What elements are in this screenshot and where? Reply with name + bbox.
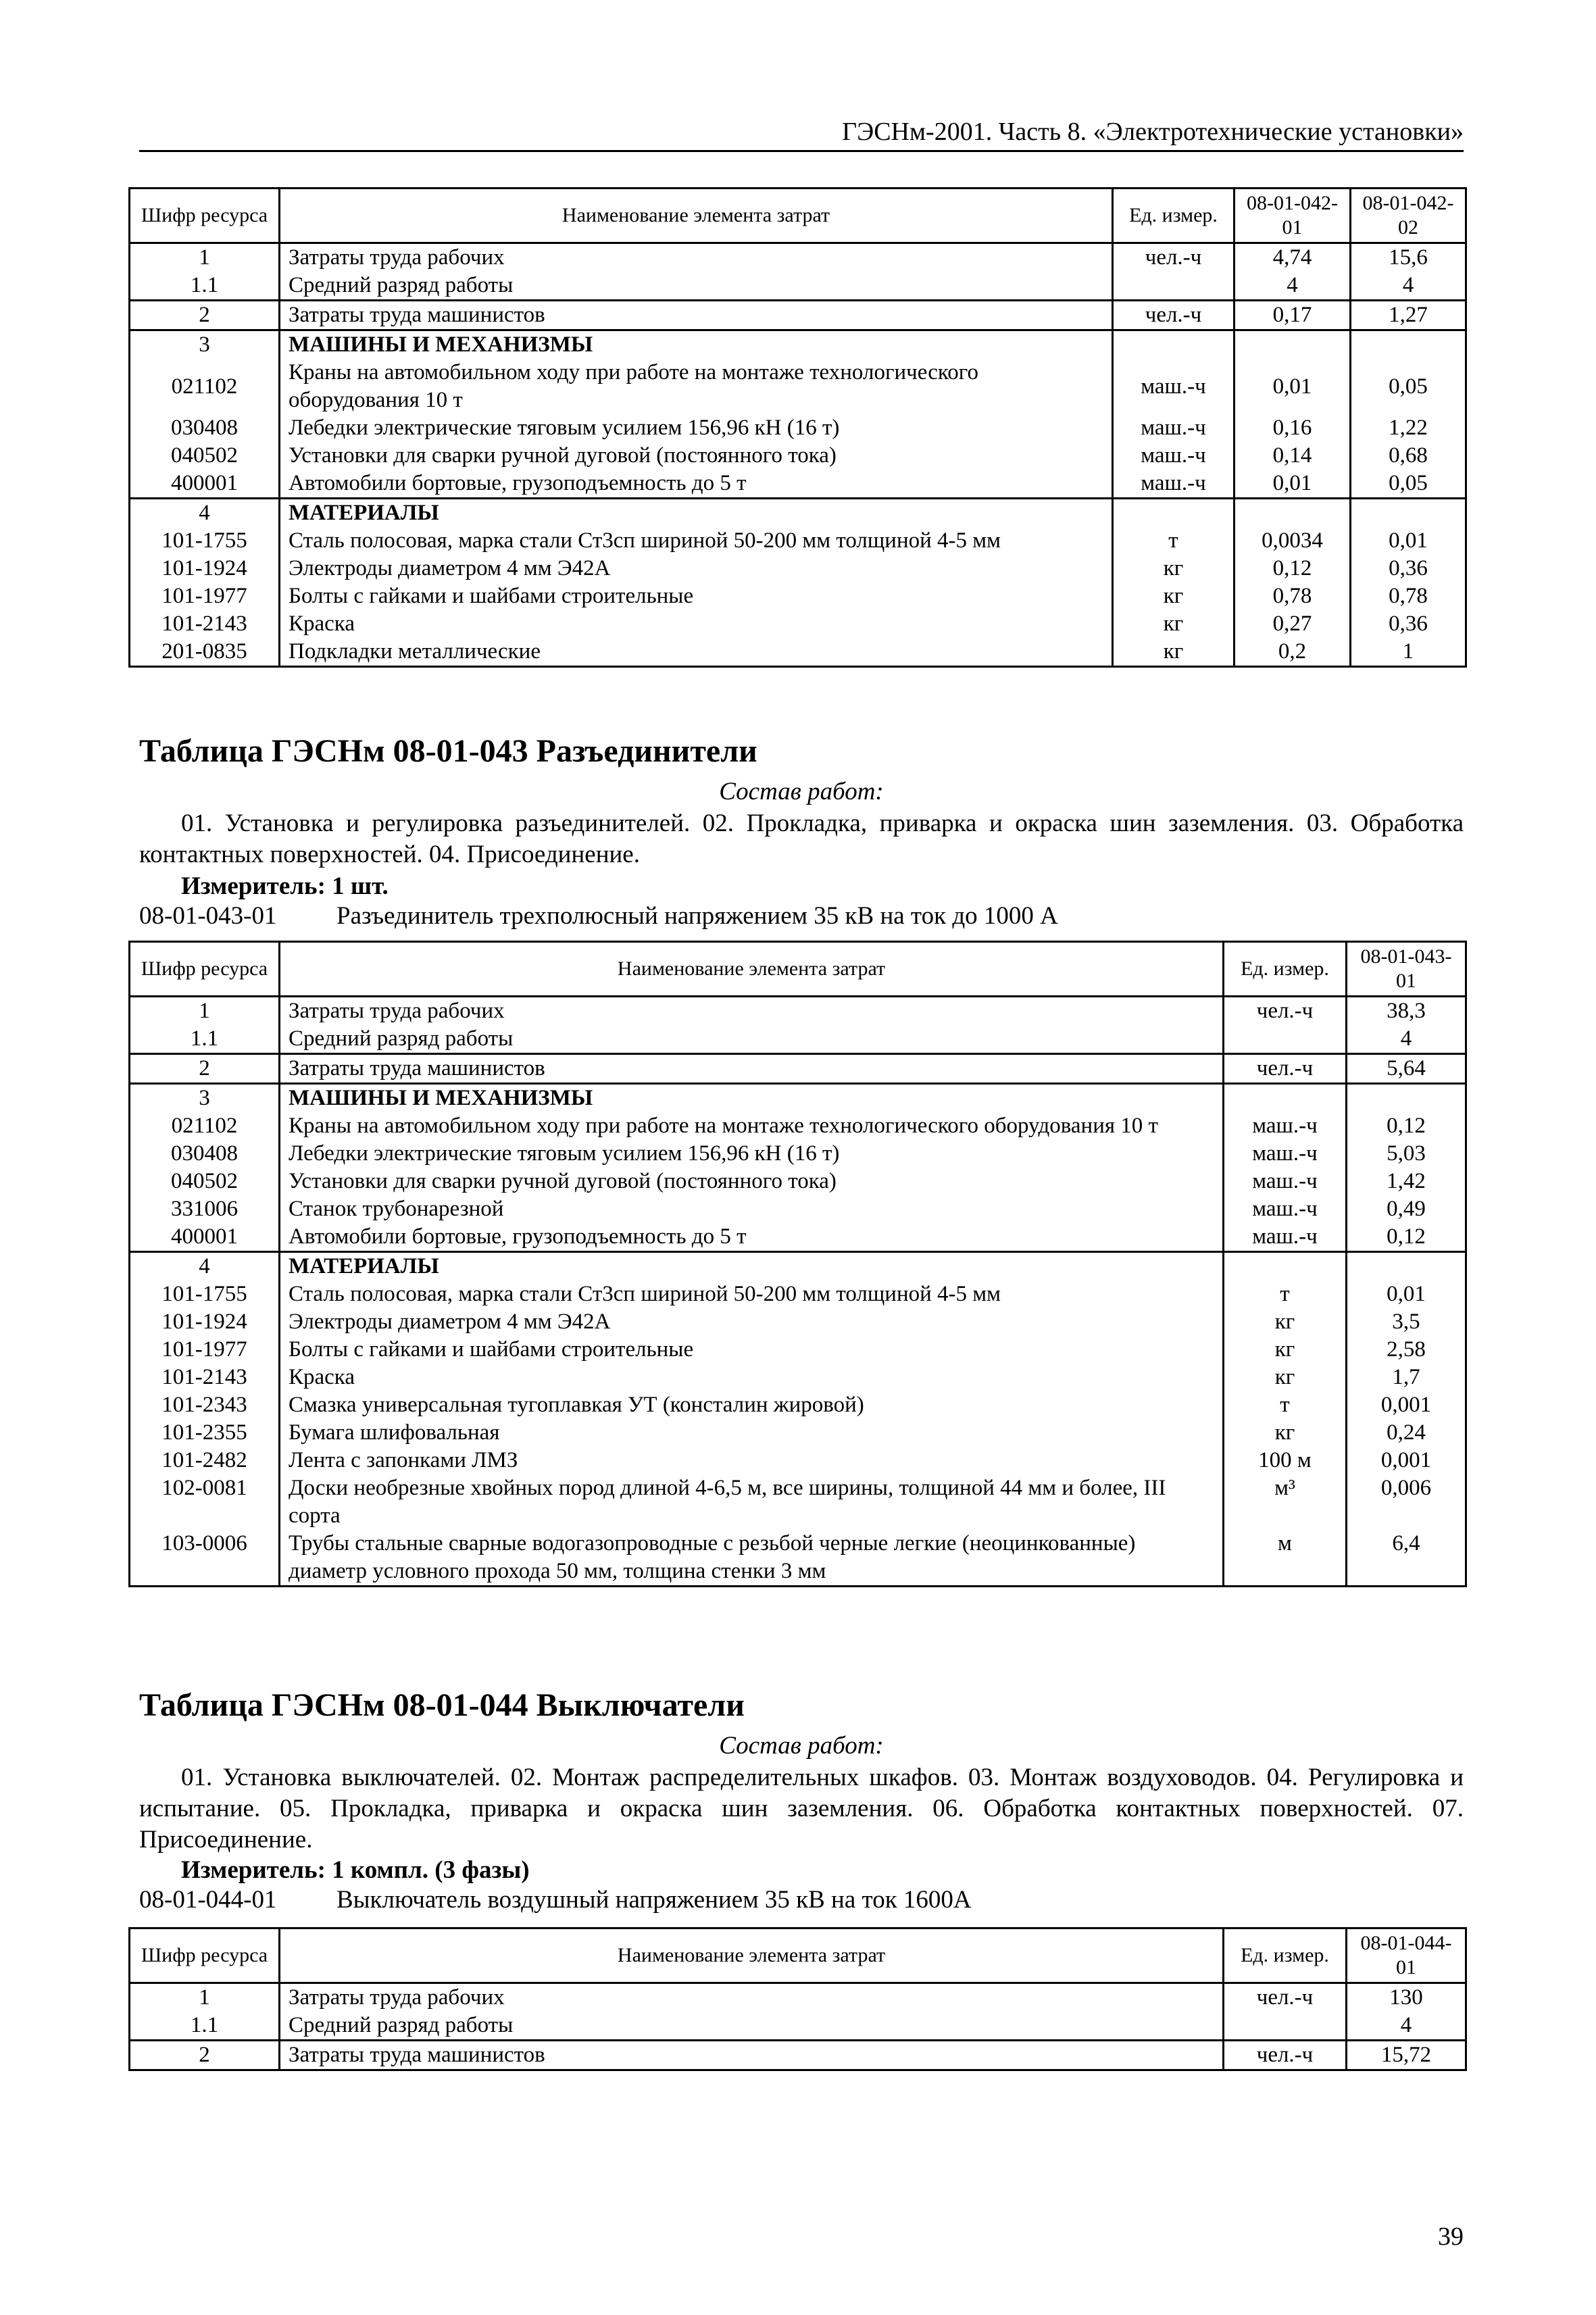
work-composition-label: Состав работ: [719,1732,884,1760]
table-row [130,359,1466,414]
cell-unit: чел.-ч [1224,1983,1347,2012]
table-row [130,1252,1466,1281]
cell-resource-code: 101-1755 [130,527,280,555]
cell-resource-code: 201-0835 [130,638,280,667]
column-header-norm: 08-01-043-01 [1347,942,1466,997]
cell-unit: маш.-ч [1224,1223,1347,1252]
cell-value: 0,12 [1347,1223,1466,1252]
cell-resource-code: 331006 [130,1195,280,1223]
cell-element-name: Болты с гайками и шайбами строительные [280,582,1113,610]
resource-table-08-01-043 [128,941,1467,1587]
cell-element-name: Лебедки электрические тяговым усилием 156,96 кН (16 т) [280,1140,1224,1168]
cell-element-name: МАШИНЫ И МЕХАНИЗМЫ [280,330,1113,359]
cell-value: 0,01 [1235,470,1351,499]
cell-element-name: Затраты труда машинистов [280,301,1113,330]
cell-resource-code: 2 [130,1054,280,1084]
cell-element-name: Электроды диаметром 4 мм Э42А [280,1308,1224,1336]
cell-unit [1113,330,1235,359]
cell-resource-code: 101-2343 [130,1391,280,1419]
cell-unit: чел.-ч [1224,2041,1347,2070]
table-row [130,442,1466,470]
cell-element-name: Сталь полосовая, марка стали Ст3сп шириной 50-200 мм толщиной 4-5 мм [280,527,1113,555]
cell-element-name: Краска [280,1364,1224,1391]
table-row [130,1530,1466,1587]
column-header-name: Наименование элемента затрат [280,942,1224,997]
column-header-norm: 08-01-044-01 [1347,1928,1466,1983]
cell-element-name: Установки для сварки ручной дуговой (постоянного тока) [280,442,1113,470]
norm-code: 08-01-044-01 [139,1886,277,1914]
table-row [130,527,1466,555]
cell-unit [1113,499,1235,528]
header-row [130,942,1466,997]
cell-value: 0,006 [1347,1474,1466,1530]
cell-unit [1224,2012,1347,2041]
table-row [130,582,1466,610]
cell-resource-code: 101-2143 [130,1364,280,1391]
cell-value: 0,01 [1235,359,1351,414]
cell-value: 0,05 [1351,470,1466,499]
cell-unit: кг [1113,610,1235,638]
table-row [130,638,1466,667]
cell-value: 0,01 [1351,527,1466,555]
cell-value [1235,330,1351,359]
norm-line [139,1885,972,1915]
cell-value [1235,499,1351,528]
cell-value: 15,6 [1351,243,1466,272]
cell-element-name: Трубы стальные сварные водогазопроводные с резьбой черные легкие (неоцинкованные) диаметр условного прохода 50 мм, толщина стенки 3 мм [280,1530,1224,1587]
column-header-unit: Ед. измер. [1113,189,1235,243]
cell-resource-code: 1.1 [130,272,280,301]
cell-value: 0,27 [1235,610,1351,638]
cell-resource-code: 101-1755 [130,1280,280,1308]
cell-unit: чел.-ч [1113,301,1235,330]
column-header-unit: Ед. измер. [1224,1928,1347,1983]
cell-resource-code: 4 [130,499,280,528]
table-row [130,1084,1466,1113]
cell-resource-code: 3 [130,1084,280,1113]
cell-resource-code: 101-2143 [130,610,280,638]
cell-resource-code: 030408 [130,1140,280,1168]
cell-resource-code: 103-0006 [130,1530,280,1587]
cell-value: 38,3 [1347,997,1466,1026]
cell-resource-code: 2 [130,301,280,330]
cell-resource-code: 1 [130,243,280,272]
table-row [130,499,1466,528]
table-row [130,1447,1466,1474]
cell-element-name: Станок трубонарезной [280,1195,1224,1223]
cell-unit: 100 м [1224,1447,1347,1474]
table-row [130,1308,1466,1336]
table-row [130,243,1466,272]
table-row [130,1983,1466,2012]
table-row [130,1391,1466,1419]
cell-resource-code: 400001 [130,470,280,499]
cell-value: 0,36 [1351,555,1466,582]
table-row [130,1419,1466,1447]
cell-value: 0,2 [1235,638,1351,667]
cell-element-name: Электроды диаметром 4 мм Э42А [280,555,1113,582]
table-row [130,1112,1466,1140]
measure-unit: Измеритель: 1 компл. (3 фазы) [181,1856,530,1884]
cell-value: 0,12 [1347,1112,1466,1140]
table-row [130,330,1466,359]
cell-resource-code: 101-1924 [130,555,280,582]
cell-value: 0,78 [1351,582,1466,610]
table-row [130,1140,1466,1168]
cell-element-name: Затраты труда машинистов [280,2041,1224,2070]
cell-resource-code: 4 [130,1252,280,1281]
cell-element-name: МАТЕРИАЛЫ [280,499,1113,528]
cell-value: 0,16 [1235,414,1351,442]
cell-unit: кг [1224,1336,1347,1364]
page-number: 39 [1438,2222,1464,2251]
cell-value: 0,0034 [1235,527,1351,555]
norm-line [139,901,1058,931]
cell-unit: маш.-ч [1113,442,1235,470]
cell-element-name: Средний разряд работы [280,1025,1224,1054]
cell-value: 0,78 [1235,582,1351,610]
table-row [130,1195,1466,1223]
cell-unit: кг [1224,1364,1347,1391]
table-row [130,470,1466,499]
measure-unit: Измеритель: 1 шт. [181,872,389,900]
cell-unit: маш.-ч [1113,359,1235,414]
cell-unit: маш.-ч [1113,470,1235,499]
cell-value: 1,27 [1351,301,1466,330]
cell-element-name: Затраты труда рабочих [280,1983,1224,2012]
cell-element-name: Установки для сварки ручной дуговой (постоянного тока) [280,1168,1224,1195]
cell-value [1351,499,1466,528]
cell-unit [1224,1025,1347,1054]
cell-value: 15,72 [1347,2041,1466,2070]
norm-code: 08-01-043-01 [139,902,277,930]
resource-table-08-01-042 [128,187,1467,668]
cell-resource-code: 400001 [130,1223,280,1252]
cell-unit: м³ [1224,1474,1347,1530]
cell-resource-code: 1.1 [130,2012,280,2041]
cell-unit: чел.-ч [1113,243,1235,272]
cell-resource-code: 101-1924 [130,1308,280,1336]
cell-value: 4 [1347,1025,1466,1054]
cell-element-name: Автомобили бортовые, грузоподъемность до 5 т [280,1223,1224,1252]
column-header-name: Наименование элемента затрат [280,189,1113,243]
norm-description: Выключатель воздушный напряжением 35 кВ на ток 1600А [336,1886,972,1914]
cell-value: 0,17 [1235,301,1351,330]
cell-resource-code: 101-2482 [130,1447,280,1474]
cell-value: 0,49 [1347,1195,1466,1223]
norm-description: Разъединитель трехполюсный напряжением 35 кВ на ток до 1000 А [336,902,1058,930]
cell-element-name: Лента с запонками ЛМЗ [280,1447,1224,1474]
cell-value: 130 [1347,1983,1466,2012]
table-row [130,2041,1466,2070]
table-row [130,1223,1466,1252]
cell-value: 4 [1351,272,1466,301]
table-row [130,1474,1466,1530]
cell-element-name: МАШИНЫ И МЕХАНИЗМЫ [280,1084,1224,1113]
cell-value: 4,74 [1235,243,1351,272]
cell-unit: чел.-ч [1224,997,1347,1026]
resource-table-08-01-044 [128,1927,1467,2071]
work-composition-text: 01. Установка и регулировка разъединителей. 02. Прокладка, приварка и окраска шин заземления. 03. Обработка контактных поверхностей. 04. Присоединение. [139,810,1464,868]
cell-unit: чел.-ч [1224,1054,1347,1084]
column-header-code: Шифр ресурса [130,189,280,243]
cell-value: 5,64 [1347,1054,1466,1084]
cell-resource-code: 3 [130,330,280,359]
column-header-norm: 08-01-042-01 [1235,189,1351,243]
column-header-unit: Ед. измер. [1224,942,1347,997]
cell-unit: маш.-ч [1224,1140,1347,1168]
cell-value: 4 [1235,272,1351,301]
cell-resource-code: 101-2355 [130,1419,280,1447]
table-row [130,1364,1466,1391]
cell-element-name: Смазка универсальная тугоплавкая УТ (консталин жировой) [280,1391,1224,1419]
cell-unit: маш.-ч [1224,1168,1347,1195]
cell-value: 1,42 [1347,1168,1466,1195]
cell-unit: кг [1113,582,1235,610]
cell-value: 0,12 [1235,555,1351,582]
cell-value: 0,001 [1347,1391,1466,1419]
table-title-08-01-043: Таблица ГЭСНм 08-01-043 Разъединители [139,733,757,769]
header-row [130,189,1466,243]
column-header-name: Наименование элемента затрат [280,1928,1224,1983]
cell-value: 0,05 [1351,359,1466,414]
cell-unit: маш.-ч [1113,414,1235,442]
cell-element-name: Сталь полосовая, марка стали Ст3сп шириной 50-200 мм толщиной 4-5 мм [280,1280,1224,1308]
cell-value: 0,14 [1235,442,1351,470]
cell-resource-code: 1 [130,997,280,1026]
cell-value: 1,22 [1351,414,1466,442]
cell-element-name: Автомобили бортовые, грузоподъемность до 5 т [280,470,1113,499]
cell-unit: маш.-ч [1224,1195,1347,1223]
cell-value: 1,7 [1347,1364,1466,1391]
table-row [130,2012,1466,2041]
cell-unit: т [1224,1391,1347,1419]
cell-unit: кг [1224,1308,1347,1336]
cell-value: 0,01 [1347,1280,1466,1308]
table-row [130,610,1466,638]
table-title-08-01-044: Таблица ГЭСНм 08-01-044 Выключатели [139,1687,745,1723]
cell-element-name: Лебедки электрические тяговым усилием 156,96 кН (16 т) [280,414,1113,442]
table-row [130,555,1466,582]
cell-resource-code: 021102 [130,359,280,414]
cell-unit: м [1224,1530,1347,1587]
cell-value [1351,330,1466,359]
work-composition-label: Состав работ: [719,778,884,805]
cell-value: 2,58 [1347,1336,1466,1364]
cell-unit: т [1113,527,1235,555]
table-row [130,414,1466,442]
cell-value: 5,03 [1347,1140,1466,1168]
work-composition-text: 01. Установка выключателей. 02. Монтаж распределительных шкафов. 03. Монтаж воздуховодов. 04. Регулировка и испытание. 05. Прокладка, приварка и окраска шин заземления. 06. Обработка контактных поверхностей. 07. Присоединение. [139,1764,1464,1853]
running-header: ГЭСНм-2001. Часть 8. «Электротехнические установки» [139,116,1464,152]
cell-value: 0,36 [1351,610,1466,638]
cell-element-name: Затраты труда машинистов [280,1054,1224,1084]
cell-resource-code: 040502 [130,1168,280,1195]
cell-unit: маш.-ч [1224,1112,1347,1140]
cell-element-name: Краска [280,610,1113,638]
cell-value: 4 [1347,2012,1466,2041]
cell-resource-code: 101-1977 [130,582,280,610]
cell-resource-code: 1 [130,1983,280,2012]
cell-unit: т [1224,1280,1347,1308]
table-row [130,301,1466,330]
cell-unit: кг [1224,1419,1347,1447]
cell-element-name: Болты с гайками и шайбами строительные [280,1336,1224,1364]
cell-element-name: Средний разряд работы [280,272,1113,301]
cell-resource-code: 102-0081 [130,1474,280,1530]
cell-element-name: Средний разряд работы [280,2012,1224,2041]
table-row [130,1054,1466,1084]
cell-element-name: Краны на автомобильном ходу при работе на монтаже технологического оборудования 10 т [280,359,1113,414]
cell-resource-code: 040502 [130,442,280,470]
cell-unit: кг [1113,638,1235,667]
cell-unit: кг [1113,555,1235,582]
cell-value: 0,68 [1351,442,1466,470]
cell-value: 1 [1351,638,1466,667]
cell-unit [1113,272,1235,301]
table-row [130,1336,1466,1364]
cell-value [1347,1084,1466,1113]
cell-element-name: Краны на автомобильном ходу при работе на монтаже технологического оборудования 10 т [280,1112,1224,1140]
cell-resource-code: 101-1977 [130,1336,280,1364]
cell-resource-code: 030408 [130,414,280,442]
cell-value: 3,5 [1347,1308,1466,1336]
cell-value [1347,1252,1466,1281]
cell-resource-code: 021102 [130,1112,280,1140]
cell-value: 0,001 [1347,1447,1466,1474]
cell-element-name: Бумага шлифовальная [280,1419,1224,1447]
cell-element-name: Подкладки металлические [280,638,1113,667]
table-row [130,997,1466,1026]
cell-resource-code: 2 [130,2041,280,2070]
cell-element-name: Доски необрезные хвойных пород длиной 4-6,5 м, все ширины, толщиной 44 мм и более, III сорта [280,1474,1224,1530]
cell-element-name: МАТЕРИАЛЫ [280,1252,1224,1281]
cell-element-name: Затраты труда рабочих [280,997,1224,1026]
header-row [130,1928,1466,1983]
table-row [130,272,1466,301]
table-row [130,1025,1466,1054]
cell-value: 6,4 [1347,1530,1466,1587]
column-header-norm: 08-01-042-02 [1351,189,1466,243]
column-header-code: Шифр ресурса [130,942,280,997]
cell-element-name: Затраты труда рабочих [280,243,1113,272]
cell-unit [1224,1084,1347,1113]
cell-unit [1224,1252,1347,1281]
cell-value: 0,24 [1347,1419,1466,1447]
cell-resource-code: 1.1 [130,1025,280,1054]
table-row [130,1168,1466,1195]
column-header-code: Шифр ресурса [130,1928,280,1983]
table-row [130,1280,1466,1308]
